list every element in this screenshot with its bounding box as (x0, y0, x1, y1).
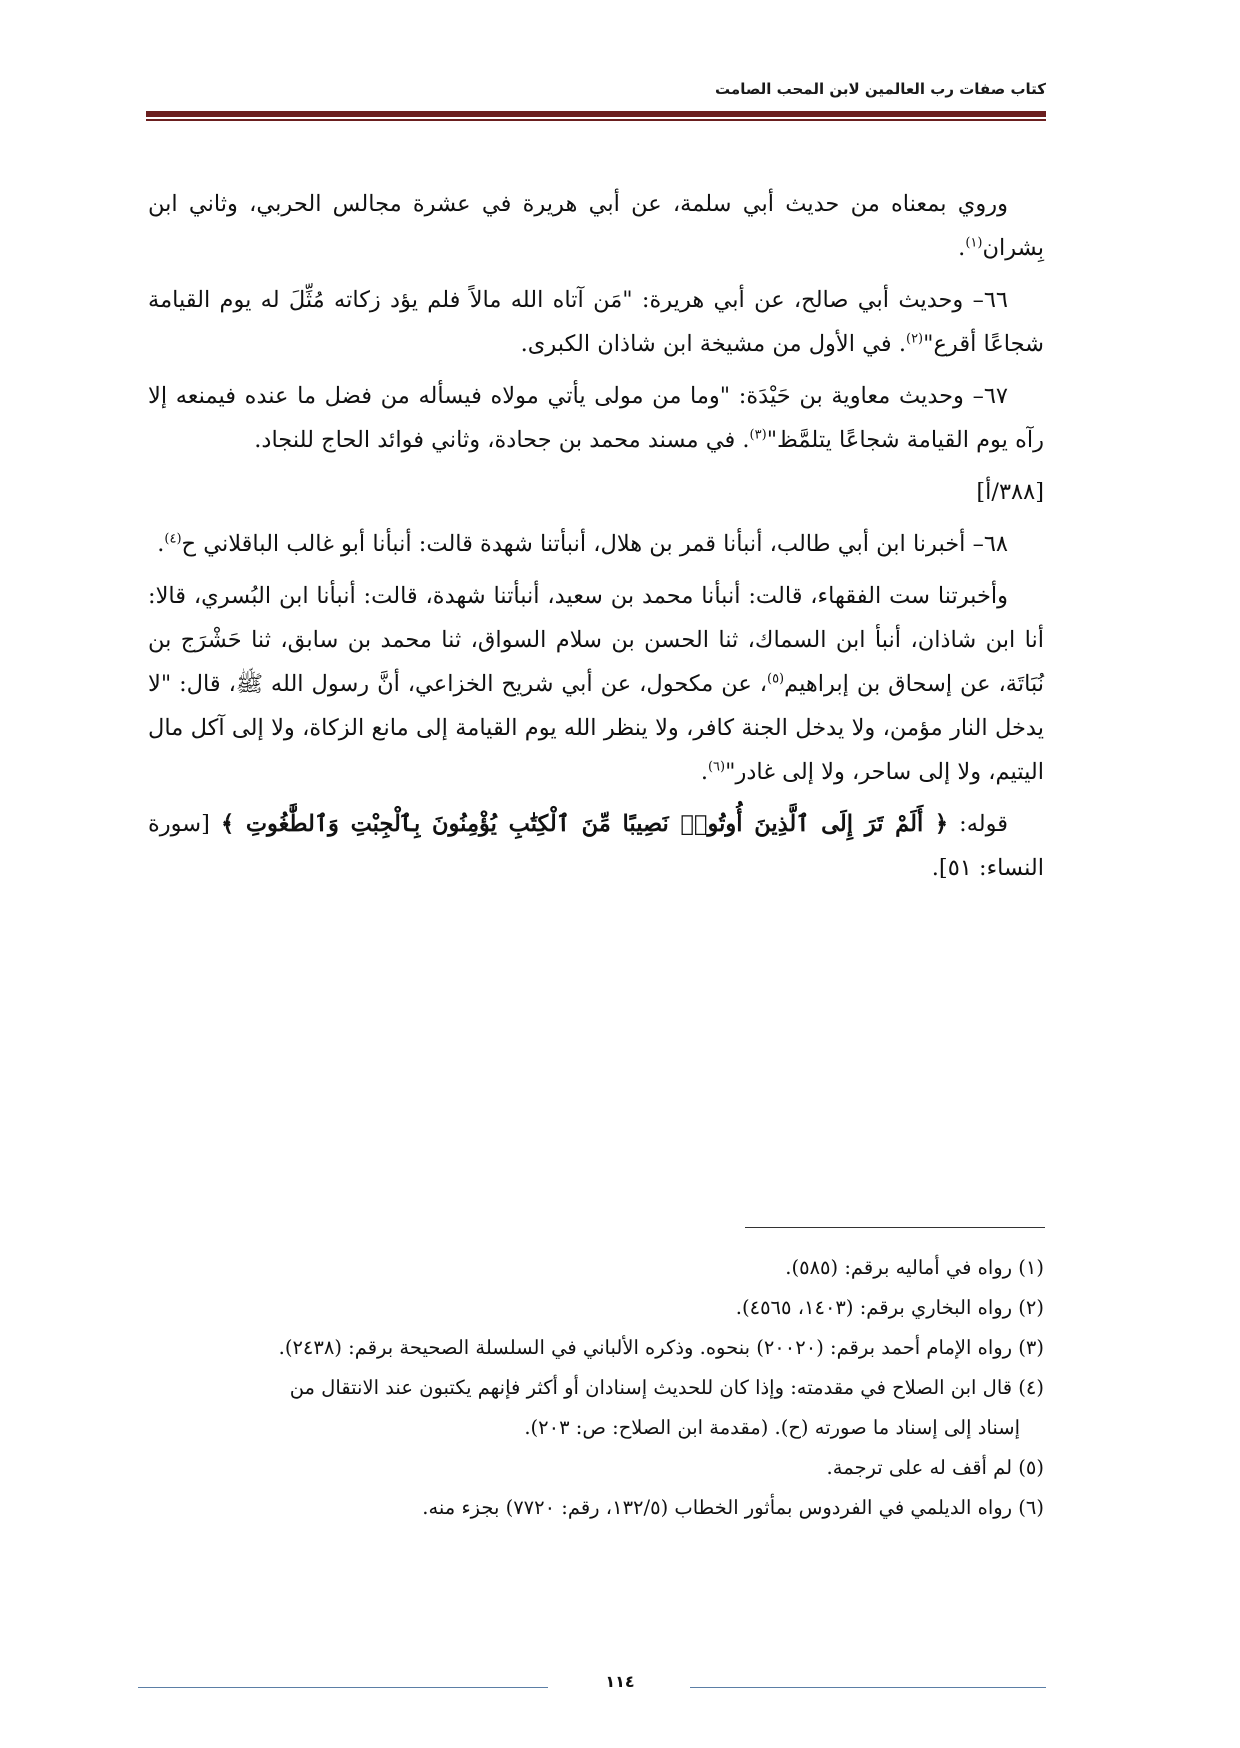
paragraph-text: . في الأول من مشيخة ابن شاذان الكبرى. (520, 331, 906, 357)
paragraph-isnad (148, 574, 1044, 794)
footer-line-right (690, 1687, 1046, 1688)
paragraph-text: ، عن مكحول، عن أبي شريح الخزاعي، أنَّ رسول الله ﷺ، قال: "لا يدخل النار مؤمن، ولا يدخل الجنة كافر، ولا ينظر الله يوم القيامة إلى مانع الزكاة، ولا إلى آكل مال اليتيم، ولا إلى ساحر، ولا إلى غادر" (148, 671, 1044, 785)
footnote-ref-4[interactable]: (٤) (164, 531, 182, 547)
paragraph-text: وروي بمعناه من حديث أبي سلمة، عن أبي هريرة في عشرة مجالس الحربي، وثاني ابن بِشران (148, 191, 1044, 261)
footnote-2: (٢) رواه البخاري برقم: (١٤٠٣، ٤٥٦٥). (735, 1296, 1044, 1319)
header-rule-thin (146, 119, 1046, 121)
footnote-ref-5[interactable]: (٥) (766, 671, 785, 687)
folio-marker (148, 470, 1044, 514)
footnote-ref-1[interactable]: (١) (965, 235, 983, 251)
paragraph-text: . (157, 531, 165, 557)
footnotes (148, 1248, 1044, 1528)
book-title: كتاب صفات رب العالمين لابن المحب الصامت (715, 80, 1046, 98)
paragraph-verse (148, 802, 1044, 890)
paragraph-text: . في مسند محمد بن جحادة، وثاني فوائد الحاج للنجاد. (254, 427, 750, 453)
main-text (148, 182, 1044, 898)
paragraph-text: . (700, 759, 708, 785)
folio-text: [٣٨٨/أ] (976, 479, 1044, 505)
paragraph-text: ٦٧– وحديث معاوية بن حَيْدَة: "وما من مولى يأتي مولاه فيسأله من فضل ما عنده فيمنعه إلا رآه يوم القيامة شجاعًا يتلمَّظ" (148, 383, 1044, 453)
verse-citation: [سورة النساء: ٥١]. (148, 811, 1044, 881)
quran-verse: ﴿ أَلَمْ تَرَ إِلَى ٱلَّذِينَ أُوتُوا۟ نَصِيبًا مِّنَ ٱلْكِتَٰبِ يُؤْمِنُونَ بِٱلْجِبْتِ وَٱلطَّٰغُوتِ ﴾ (220, 811, 949, 837)
paragraph-67 (148, 374, 1044, 462)
page-number: ١١٤ (605, 1672, 635, 1691)
footnote-5: (٥) لم أقف له على ترجمة. (826, 1456, 1044, 1479)
footnote-1: (١) رواه في أماليه برقم: (٥٨٥). (785, 1256, 1044, 1279)
footnote-ref-6[interactable]: (٦) (707, 759, 726, 775)
verse-lead: قوله: (948, 811, 1009, 837)
paragraph-text: ٦٨– أخبرنا ابن أبي طالب، أنبأنا قمر بن هلال، أنبأتنا شهدة قالت: أنبأنا أبو غالب الباقلاني ح (181, 531, 1008, 557)
paragraph-text: وأخبرتنا ست الفقهاء، قالت: أنبأنا محمد بن سعيد، أنبأتنا شهدة، قالت: أنبأنا ابن البُسري، قالا: أنا ابن شاذان، أنبأ ابن السماك، ثنا الحسن بن سلام السواق، ثنا محمد بن سابق، ثنا حَشْرَج بن نُبَاتَة، عن إسحاق بن إبراهيم (148, 583, 1045, 697)
paragraph-1: وروي بمعناه من حديث أبي سلمة، عن أبي هريرة في عشرة مجالس الحربي، وثاني ابن بِشران$^{(١)}$. (148, 191, 1044, 261)
footnote-3: (٣) رواه الإمام أحمد برقم: (٢٠٠٢٠) بنحوه. وذكره الألباني في السلسلة الصحيحة برقم: (٢٤٣٨). (278, 1336, 1044, 1359)
header-rule-thick (146, 111, 1046, 117)
footnote-4-continuation: إسناد إلى إسناد ما صورته (ح). (مقدمة ابن الصلاح: ص: ٢٠٣). (524, 1416, 1020, 1439)
footnote-separator (745, 1227, 1045, 1228)
footnote-ref-2[interactable]: (٢) (905, 331, 924, 347)
footer-line-left (138, 1687, 548, 1688)
paragraph-text: ٦٦– وحديث أبي صالح، عن أبي هريرة: "مَن آتاه الله مالاً فلم يؤد زكاته مُثِّلَ له يوم القيامة شجاعًا أقرع" (148, 287, 1044, 357)
footnote-ref-3[interactable]: (٣) (749, 427, 767, 443)
paragraph-66 (148, 278, 1044, 366)
footnote-4: (٤) قال ابن الصلاح في مقدمته: وإذا كان للحديث إسنادان أو أكثر فإنهم يكتبون عند الانتقال من (289, 1376, 1044, 1399)
footnote-6: (٦) رواه الديلمي في الفردوس بمأثور الخطاب (١٣٢/٥، رقم: ٧٧٢٠) بجزء منه. (422, 1496, 1044, 1519)
paragraph-68 (148, 522, 1044, 566)
